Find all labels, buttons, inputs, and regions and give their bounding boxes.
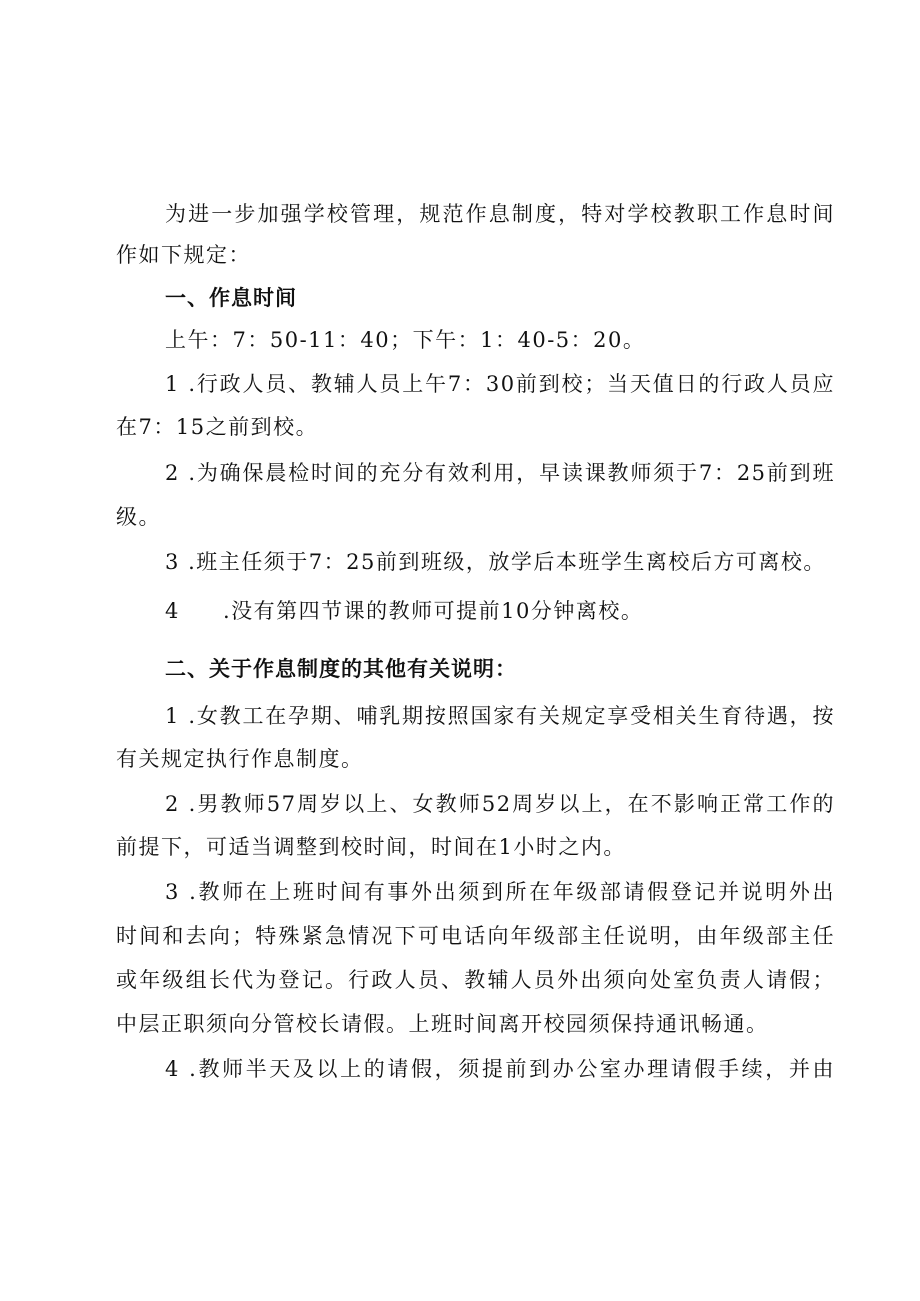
s1-item-1-number: 1	[165, 372, 180, 396]
s2-item-3-number: 3	[165, 880, 180, 904]
s1-item-1-text: .行政人员、教辅人员上午7：30前到校；当天值日的行政人员应	[188, 372, 835, 396]
s1-item-3-line-1	[165, 547, 826, 577]
s1-item-2-line-2: 级。	[116, 505, 161, 529]
s1-item-2-text: .为确保晨检时间的充分有效利用，早读课教师须于7：25前到班	[188, 461, 835, 485]
s2-item-2-number: 2	[165, 792, 180, 816]
s2-item-3-text: .教师在上班时间有事外出须到所在年级部请假登记并说明外出	[189, 880, 835, 904]
s2-item-3-line-2: 时间和去向；特殊紧急情况下可电话向年级部主任说明，由年级部主任	[116, 924, 835, 948]
s1-item-3-text: .班主任须于7：25前到班级，放学后本班学生离校后方可离校。	[188, 550, 826, 574]
s2-item-2-line-2: 前提下，可适当调整到校时间，时间在1小时之内。	[116, 835, 626, 859]
s2-item-4-text: .教师半天及以上的请假，须提前到办公室办理请假手续，并由	[189, 1057, 835, 1081]
s1-item-1-line-2: 在7：15之前到校。	[116, 415, 319, 439]
s2-item-1-line-2: 有关规定执行作息制度。	[116, 747, 364, 771]
s1-item-1-line-1	[165, 369, 835, 399]
s2-item-1-number: 1	[165, 704, 180, 728]
s2-item-3-line-1	[165, 877, 835, 907]
s1-item-4-text: .没有第四节课的教师可提前10分钟离校。	[223, 599, 644, 623]
intro-line-2: 作如下规定：	[116, 243, 251, 267]
s1-item-2-number: 2	[165, 461, 180, 485]
s2-item-4-number: 4	[165, 1057, 180, 1081]
section1-heading: 一、作息时间	[165, 286, 297, 310]
s2-item-3-line-4: 中层正职须向分管校长请假。上班时间离开校园须保持通讯畅通。	[116, 1012, 769, 1036]
s2-item-4-line-1	[165, 1054, 835, 1084]
s2-item-2-text: .男教师57周岁以上、女教师52周岁以上，在不影响正常工作的	[188, 792, 835, 816]
s2-item-1-line-1	[165, 701, 835, 731]
intro-line-1: 为进一步加强学校管理，规范作息制度，特对学校教职工作息时间	[165, 202, 835, 226]
schedule-line: 上午：7：50-11：40；下午：1：40-5：20。	[165, 328, 646, 352]
s2-item-2-line-1	[165, 789, 835, 819]
s1-item-4-line-1	[165, 596, 643, 626]
s1-item-4-number: 4	[165, 599, 180, 623]
s2-item-3-line-3: 或年级组长代为登记。行政人员、教辅人员外出须向处室负责人请假；	[116, 968, 835, 992]
section2-heading: 二、关于作息制度的其他有关说明：	[165, 657, 517, 681]
s2-item-1-text: .女教工在孕期、哺乳期按照国家有关规定享受相关生育待遇，按	[188, 704, 835, 728]
s1-item-3-number: 3	[165, 550, 180, 574]
s1-item-2-line-1	[165, 458, 835, 488]
